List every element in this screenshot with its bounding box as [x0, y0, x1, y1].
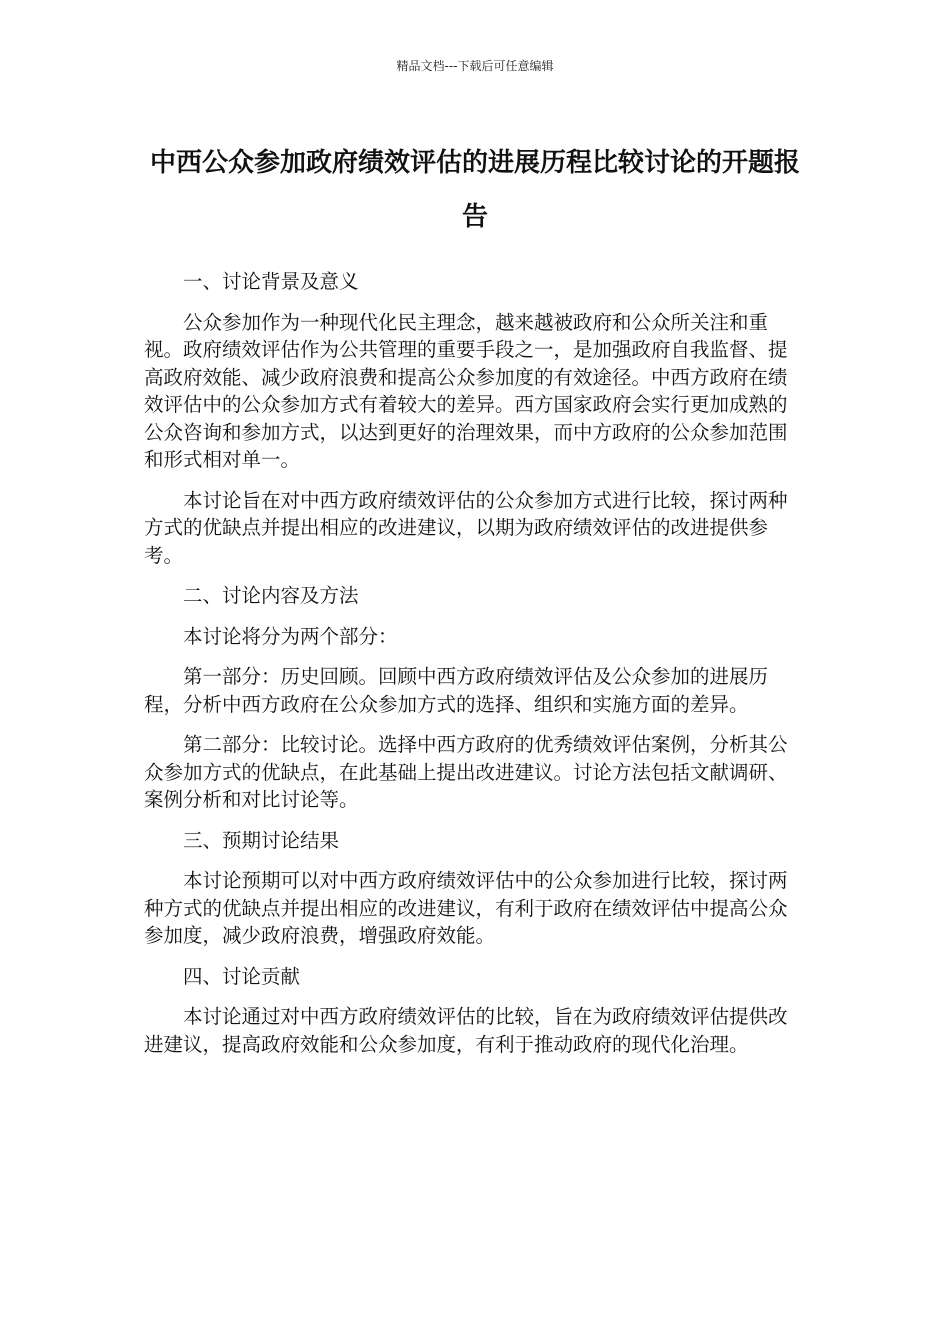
section-heading-content-method: 二、讨论内容及方法: [183, 584, 359, 607]
paragraph-background-1: 公众参加作为一种现代化民主理念，越来越被政府和公众所关注和重视。政府绩效评估作为公共管理的重要手段之一，是加强政府自我监督、提高政府效能、减少政府浪费和提高公众参加度的有效途径。中西方政府在绩效评估中的公众参加方式有着较大的差异。西方国家政府会实行更加成熟的公众咨询和参加方式，以达到更好的治理效果，而中方政府的公众参加范围和形式相对单一。: [144, 310, 788, 471]
paragraph-content-intro: 本讨论将分为两个部分：: [183, 624, 398, 648]
document-title: 中西公众参加政府绩效评估的进展历程比较讨论的开题报告: [149, 148, 800, 232]
paragraph-contribution: 本讨论通过对中西方政府绩效评估的比较，旨在为政府绩效评估提供改进建议，提高政府效能和公众参加度，有利于推动政府的现代化治理。: [144, 1005, 788, 1056]
section-heading-contribution: 四、讨论贡献: [183, 964, 301, 988]
paragraph-part-two: 第二部分：比较讨论。选择中西方政府的优秀绩效评估案例，分析其公众参加方式的优缺点，在此基础上提出改进建议。讨论方法包括文献调研、案例分析和对比讨论等。: [144, 733, 788, 811]
section-heading-expected-results: 三、预期讨论结果: [183, 828, 340, 852]
paragraph-background-2: 本讨论旨在对中西方政府绩效评估的公众参加方式进行比较，探讨两种方式的优缺点并提出相应的改进建议，以期为政府绩效评估的改进提供参考。: [144, 488, 788, 567]
paragraph-expected-results: 本讨论预期可以对中西方政府绩效评估中的公众参加进行比较，探讨两种方式的优缺点并提出相应的改进建议，有利于政府在绩效评估中提高公众参加度，减少政府浪费，增强政府效能。: [144, 869, 788, 947]
section-heading-background: 一、讨论背景及意义: [183, 270, 359, 293]
page-header: 精品文档---下载后可任意编辑: [396, 59, 554, 73]
paragraph-part-one: 第一部分：历史回顾。回顾中西方政府绩效评估及公众参加的进展历程，分析中西方政府在公众参加方式的选择、组织和实施方面的差异。: [144, 665, 769, 716]
document-body: [144, 268, 794, 1071]
